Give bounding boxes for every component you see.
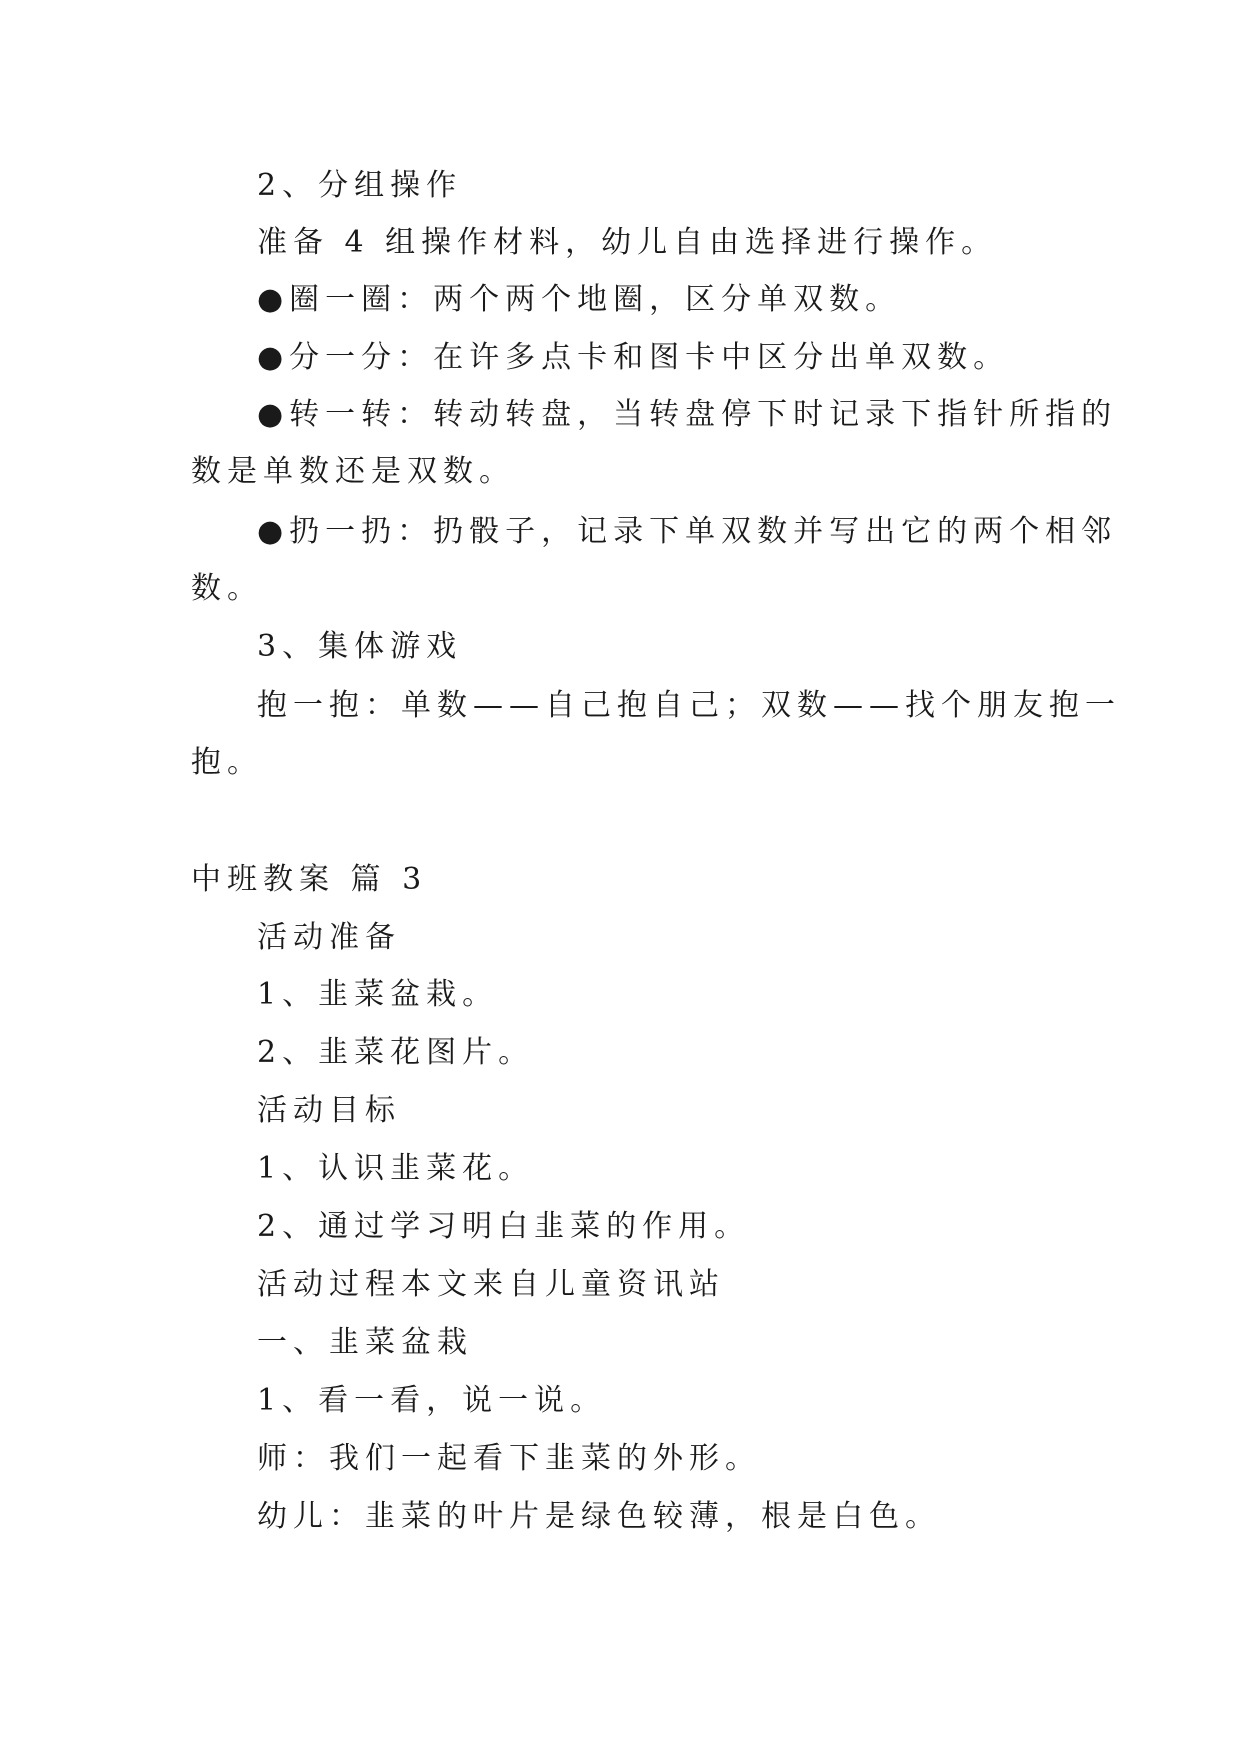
text-line: 抱一抱：单数——自己抱自己；双数——找个朋友抱一 [257, 688, 1121, 723]
text-line: 师：我们一起看下韭菜的外形。 [257, 1441, 761, 1476]
text-line: 1、认识韭菜花。 [257, 1151, 535, 1186]
text-line: 2、通过学习明白韭菜的作用。 [257, 1209, 751, 1244]
text-line: 活动过程本文来自儿童资讯站 [257, 1267, 725, 1302]
text-line: 1、韭菜盆栽。 [257, 977, 499, 1012]
text-line: 活动目标 [257, 1093, 401, 1128]
text-line: ●分一分：在许多点卡和图卡中区分出单双数。 [257, 340, 1010, 375]
text-line: 2、分组操作 [257, 168, 463, 203]
text-line: 幼儿：韭菜的叶片是绿色较薄，根是白色。 [257, 1499, 941, 1534]
section-title: 中班教案 篇 3 [191, 862, 428, 897]
text-line: 活动准备 [257, 920, 401, 955]
text-line: 3、集体游戏 [257, 629, 463, 664]
text-line: 数。 [191, 571, 263, 606]
text-line: 准备 4 组操作材料，幼儿自由选择进行操作。 [257, 225, 998, 260]
text-line: ●转一转：转动转盘，当转盘停下时记录下指针所指的 [257, 397, 1118, 432]
text-line: 抱。 [191, 745, 263, 780]
text-line: 数是单数还是双数。 [191, 454, 515, 489]
text-line: 1、看一看，说一说。 [257, 1383, 607, 1418]
text-line: 一、韭菜盆栽 [257, 1325, 473, 1360]
text-line: ●扔一扔：扔骰子，记录下单双数并写出它的两个相邻 [257, 514, 1118, 549]
text-line: 2、韭菜花图片。 [257, 1035, 535, 1070]
text-line: ●圈一圈：两个两个地圈，区分单双数。 [257, 282, 902, 317]
